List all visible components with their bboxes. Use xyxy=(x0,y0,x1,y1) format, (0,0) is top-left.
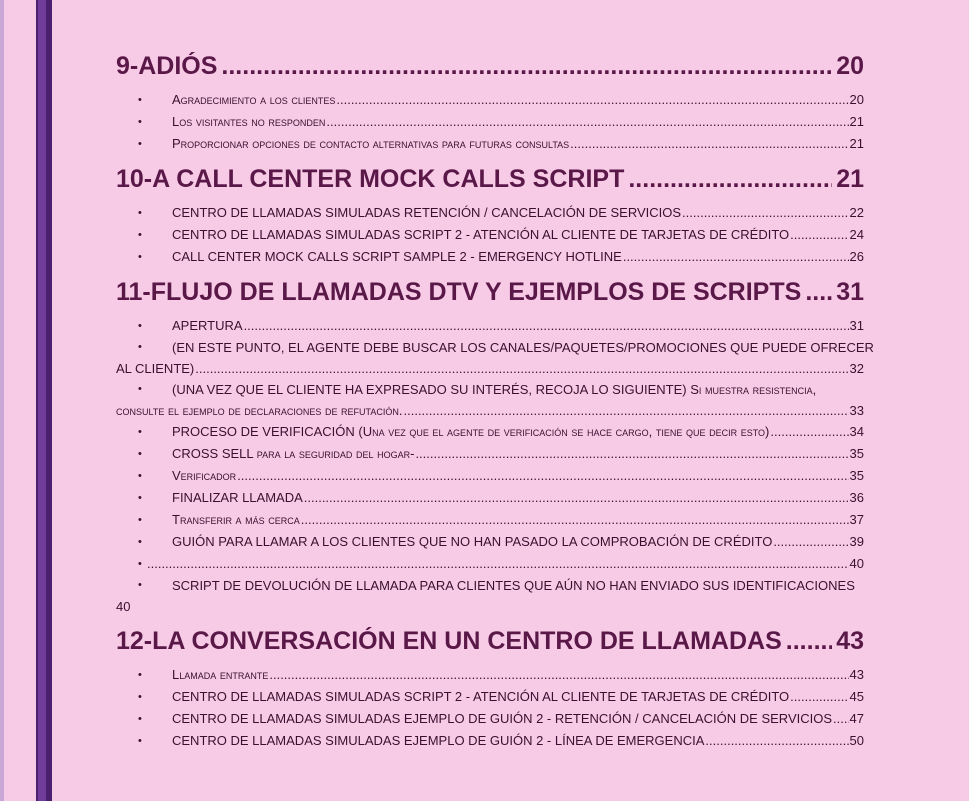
toc-entry[interactable] xyxy=(116,89,864,111)
toc-entry[interactable] xyxy=(116,487,864,509)
entry-page-number: 20 xyxy=(849,92,864,107)
bullet-icon: • xyxy=(138,448,142,460)
entry-title: APERTURA xyxy=(172,318,243,333)
dot-leader xyxy=(336,89,848,111)
bullet-icon: • xyxy=(138,514,142,526)
toc-heading-11[interactable] xyxy=(116,278,864,307)
entry-title: CALL CENTER MOCK CALLS SCRIPT SAMPLE 2 - EMERGENCY HOTLINE xyxy=(172,249,622,264)
entry-page-number: 37 xyxy=(849,512,864,527)
entry-page-number: 45 xyxy=(849,689,864,704)
entry-title-note: Si muestra resistencia, xyxy=(690,382,817,397)
dot-leader xyxy=(623,246,849,268)
toc-entry[interactable] xyxy=(116,553,864,575)
bullet-icon: • xyxy=(138,735,142,747)
dot-leader xyxy=(705,730,848,752)
dot-leader xyxy=(237,465,848,487)
toc-entry[interactable] xyxy=(116,246,864,268)
dot-leader xyxy=(195,358,848,379)
dot-leader xyxy=(147,553,849,575)
entry-title-line-1 xyxy=(172,379,864,400)
entry-title: Agradecimiento a los clientes xyxy=(172,92,336,107)
dot-leader xyxy=(244,315,849,337)
bullet-icon: • xyxy=(138,341,142,353)
toc-heading-12[interactable] xyxy=(116,627,864,656)
heading-title: 9-ADIÓS xyxy=(116,52,218,80)
bullet-icon: • xyxy=(138,470,142,482)
entry-page-number: 33 xyxy=(849,403,864,418)
entry-title-line-2: consulte el ejemplo de declaraciones de refutación. xyxy=(116,403,403,418)
bullet-icon: • xyxy=(138,383,142,395)
dot-leader xyxy=(570,133,848,155)
bullet-icon: • xyxy=(138,116,142,128)
toc-entry[interactable] xyxy=(116,379,864,421)
entry-title: FINALIZAR LLAMADA xyxy=(172,490,303,505)
heading-page-number: 31 xyxy=(836,278,864,306)
toc-list-12 xyxy=(116,664,864,752)
toc-heading-10[interactable] xyxy=(116,165,864,194)
toc-entry[interactable] xyxy=(116,111,864,133)
entry-page-number: 21 xyxy=(849,136,864,151)
toc-entry[interactable] xyxy=(116,465,864,487)
entry-page-number: 36 xyxy=(849,490,864,505)
heading-title: 10-A CALL CENTER MOCK CALLS SCRIPT xyxy=(116,165,625,193)
toc-list-9 xyxy=(116,89,864,155)
bullet-icon: • xyxy=(138,691,142,703)
toc-entry[interactable] xyxy=(116,575,864,617)
dot-leader xyxy=(790,686,848,708)
entry-page-number: 40 xyxy=(849,556,864,571)
toc-entry[interactable] xyxy=(116,509,864,531)
dot-leader xyxy=(773,531,848,553)
entry-title: CENTRO DE LLAMADAS SIMULADAS EJEMPLO DE GUIÓN 2 - RETENCIÓN / CANCELACIÓN DE SERVICIOS xyxy=(172,711,833,726)
bullet-icon: • xyxy=(138,536,142,548)
toc-entry[interactable] xyxy=(116,224,864,246)
toc-entry[interactable] xyxy=(116,421,864,443)
bullet-icon: • xyxy=(138,207,142,219)
dot-leader xyxy=(628,165,832,194)
dot-leader xyxy=(304,487,849,509)
entry-page-number: 22 xyxy=(849,205,864,220)
entry-page-number: 43 xyxy=(849,667,864,682)
heading-page-number: 20 xyxy=(836,52,864,80)
entry-title: Los visitantes no responden xyxy=(172,114,326,129)
dot-leader xyxy=(790,224,848,246)
entry-page-number: 31 xyxy=(849,318,864,333)
entry-page-number: 24 xyxy=(849,227,864,242)
entry-page-number: 35 xyxy=(849,468,864,483)
entry-title: Llamada entrante xyxy=(172,667,269,682)
dot-leader xyxy=(770,421,848,443)
entry-title xyxy=(172,443,414,465)
entry-title-main: PROCESO DE VERIFICACIÓN xyxy=(172,424,359,439)
bullet-icon: • xyxy=(138,229,142,241)
decorative-sidebar-bar-inner xyxy=(38,0,46,801)
entry-page-number: 34 xyxy=(849,424,864,439)
entry-page-number: 26 xyxy=(849,249,864,264)
dot-leader xyxy=(301,509,849,531)
entry-title: CENTRO DE LLAMADAS SIMULADAS SCRIPT 2 - ATENCIÓN AL CLIENTE DE TARJETAS DE CRÉDITO xyxy=(172,689,790,704)
table-of-contents xyxy=(116,52,874,762)
dot-leader xyxy=(326,111,848,133)
heading-page-number: 43 xyxy=(836,627,864,655)
heading-page-number: 21 xyxy=(836,165,864,193)
page-left-edge xyxy=(0,0,4,801)
bullet-icon: • xyxy=(138,579,142,591)
entry-title-main: CROSS SELL xyxy=(172,446,257,461)
toc-list-11 xyxy=(116,315,874,617)
entry-page-number: 39 xyxy=(849,534,864,549)
bullet-icon: • xyxy=(138,94,142,106)
dot-leader xyxy=(404,400,849,421)
bullet-icon: • xyxy=(138,492,142,504)
entry-title-main: (UNA VEZ QUE EL CLIENTE HA EXPRESADO SU INTERÉS, RECOJA LO SIGUIENTE) xyxy=(172,382,691,397)
entry-title-line-1: (EN ESTE PUNTO, EL AGENTE DEBE BUSCAR LOS CANALES/PAQUETES/PROMOCIONES QUE PUEDE OFRECER xyxy=(172,340,874,355)
bullet-icon: • xyxy=(138,426,142,438)
dot-leader xyxy=(833,708,849,730)
bullet-icon: • xyxy=(138,713,142,725)
entry-title: Proporcionar opciones de contacto alternativas para futuras consultas xyxy=(172,136,570,151)
entry-page-number: 40 xyxy=(116,599,131,614)
entry-page-number: 32 xyxy=(849,361,864,376)
toc-entry[interactable] xyxy=(116,531,864,553)
toc-entry[interactable] xyxy=(116,686,864,708)
entry-title xyxy=(172,421,769,443)
bullet-icon: • xyxy=(138,558,142,570)
heading-title: 12-LA CONVERSACIÓN EN UN CENTRO DE LLAMADAS xyxy=(116,627,782,655)
toc-entry[interactable] xyxy=(116,202,864,224)
toc-entry[interactable] xyxy=(116,443,864,465)
bullet-icon: • xyxy=(138,669,142,681)
entry-title-line-2: AL CLIENTE) xyxy=(116,361,195,376)
dot-leader xyxy=(221,52,832,81)
toc-entry[interactable] xyxy=(116,315,864,337)
toc-entry[interactable] xyxy=(116,730,864,752)
entry-title: Transferir a más cerca xyxy=(172,512,300,527)
toc-entry[interactable] xyxy=(116,708,864,730)
bullet-icon: • xyxy=(138,320,142,332)
entry-page-number: 35 xyxy=(849,446,864,461)
toc-heading-9[interactable] xyxy=(116,52,864,81)
entry-title-note: (Una vez que el agente de verificación se hace cargo, tiene que decir esto) xyxy=(358,424,770,439)
entry-page-number: 50 xyxy=(849,733,864,748)
toc-entry[interactable] xyxy=(116,664,864,686)
dot-leader xyxy=(415,443,848,465)
entry-title: CENTRO DE LLAMADAS SIMULADAS SCRIPT 2 - ATENCIÓN AL CLIENTE DE TARJETAS DE CRÉDITO xyxy=(172,227,790,242)
dot-leader xyxy=(269,664,848,686)
entry-title-note: para la seguridad del hogar- xyxy=(256,446,415,461)
dot-leader xyxy=(786,627,832,656)
entry-title-line-1: SCRIPT DE DEVOLUCIÓN DE LLAMADA PARA CLIENTES QUE AÚN NO HAN ENVIADO SUS IDENTIFICACIONES xyxy=(172,578,855,593)
entry-page-number: 21 xyxy=(849,114,864,129)
entry-page-number: 47 xyxy=(849,711,864,726)
entry-title: CENTRO DE LLAMADAS SIMULADAS RETENCIÓN / CANCELACIÓN DE SERVICIOS xyxy=(172,205,682,220)
bullet-icon: • xyxy=(138,138,142,150)
entry-title: Verificador xyxy=(172,468,237,483)
entry-title: GUIÓN PARA LLAMAR A LOS CLIENTES QUE NO HAN PASADO LA COMPROBACIÓN DE CRÉDITO xyxy=(172,534,773,549)
toc-entry[interactable] xyxy=(116,133,864,155)
toc-list-10 xyxy=(116,202,864,268)
toc-entry[interactable] xyxy=(116,337,874,379)
heading-title: 11-FLUJO DE LLAMADAS DTV Y EJEMPLOS DE SCRIPTS xyxy=(116,278,802,306)
entry-title: CENTRO DE LLAMADAS SIMULADAS EJEMPLO DE GUIÓN 2 - LÍNEA DE EMERGENCIA xyxy=(172,733,705,748)
dot-leader xyxy=(682,202,849,224)
dot-leader xyxy=(805,278,832,307)
bullet-icon: • xyxy=(138,251,142,263)
